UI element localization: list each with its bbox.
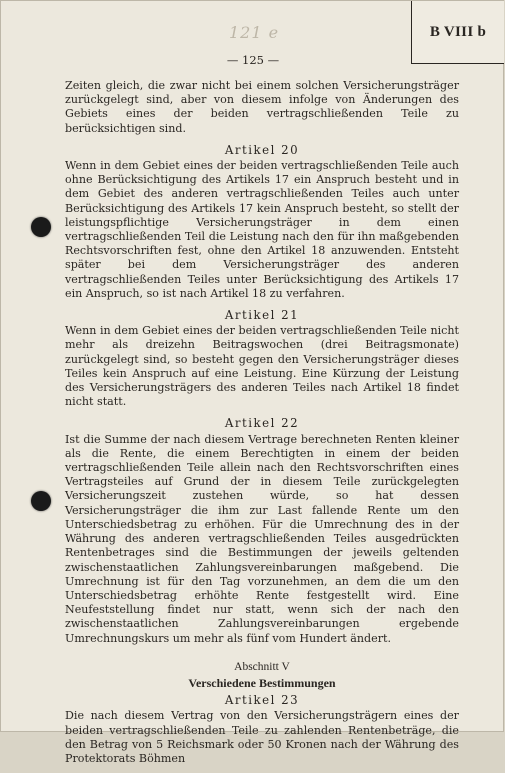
page-number: — 125 — (226, 53, 280, 67)
document-body (65, 79, 459, 773)
section-title: Abschnitt V (234, 660, 290, 673)
article-21-heading: Artikel 21 (224, 308, 300, 323)
section-tab-label: B VIII b (411, 1, 504, 64)
article-22-text: Ist die Summe der nach diesem Vertrage berechneten Renten kleiner als die Rente, die einem Berechtigten in einem der beiden vertragschließenden Teile allein nach den Rechtsvorschriften eines Vertragsteiles auf Grund der in diesem Teile zurückgelegten Versicherungszeit zustehen würde, so hat dessen Versicherungsträger die ihm zur Last fallende Rente um den Unterschiedsbetrag zu erhöhen. Für die Umrechnung des in der Währung des anderen vertragschließenden Teiles ausgedrückten Rentenbetrages sind die Bestimmungen der jeweils geltenden zwischenstaatlichen Zahlungsvereinbarungen maßgebend. Die Umrechnung ist für den Tag vorzunehmen, an dem die um den Unterschiedsbetrag erhöhte Rente festgestellt wird. Eine Neufeststellung findet nur statt, wenn sich der nach den zwischenstaatlichen Zahlungsvereinbarungen ergebende Umrechnungskurs um mehr als fünf vom Hundert ändert. (65, 432, 459, 645)
handwritten-note: 121 e (229, 23, 280, 42)
section-subtitle: Verschiedene Bestimmungen (188, 675, 336, 690)
punch-hole-icon (31, 491, 51, 511)
article-23-text: Die nach diesem Vertrag von den Versicherungsträgern eines der beiden vertragschließenden Teile zu zahlenden Rentenbeträge, die den Betrag von 5 Reichsmark oder 50 Kronen nach der Währung des Protektorats Böhmen (65, 709, 459, 765)
article-20-text: Wenn in dem Gebiet eines der beiden vertragschließenden Teile auch ohne Berücksichtigung des Artikels 17 ein Anspruch besteht und in dem Gebiet des anderen vertragschließenden Teiles auch unter Berücksichtigung des Artikels 17 kein Anspruch besteht, so stellt der leistungspflichtige Versicherungsträger in dem einen vertragschließenden Teil die Leistung nach den für ihn maßgebenden Rechtsvorschriften fest, ohne den Artikel 18 anzuwenden. Entsteht später bei dem Versicherungsträger des anderen vertragschließenden Teiles unter Berücksichtigung des Artikels 17 ein Anspruch, so ist nach Artikel 18 zu verfahren. (65, 159, 459, 300)
article-20-heading: Artikel 20 (224, 142, 300, 157)
intro-paragraph: Zeiten gleich, die zwar nicht bei einem solchen Versicherungsträger zurückgelegt sind, aber von diesem infolge von Änderungen des Gebiets eines der beiden vertragschließenden Teile zu berücksichtigen sind. (65, 79, 459, 135)
article-21-text: Wenn in dem Gebiet eines der beiden vertragschließenden Teile nicht mehr als dreizehn Beitragswochen (drei Beitragsmonate) zurückgelegt sind, so besteht gegen den Versicherungsträger dieses Teiles kein Anspruch auf eine Leistung. Eine Kürzung der Leistung des Versicherungsträgers des anderen Teiles nach Artikel 18 findet nicht statt. (65, 324, 459, 409)
punch-hole-icon (31, 217, 51, 237)
article-23-heading: Artikel 23 (224, 693, 300, 708)
article-22-heading: Artikel 22 (224, 416, 300, 431)
